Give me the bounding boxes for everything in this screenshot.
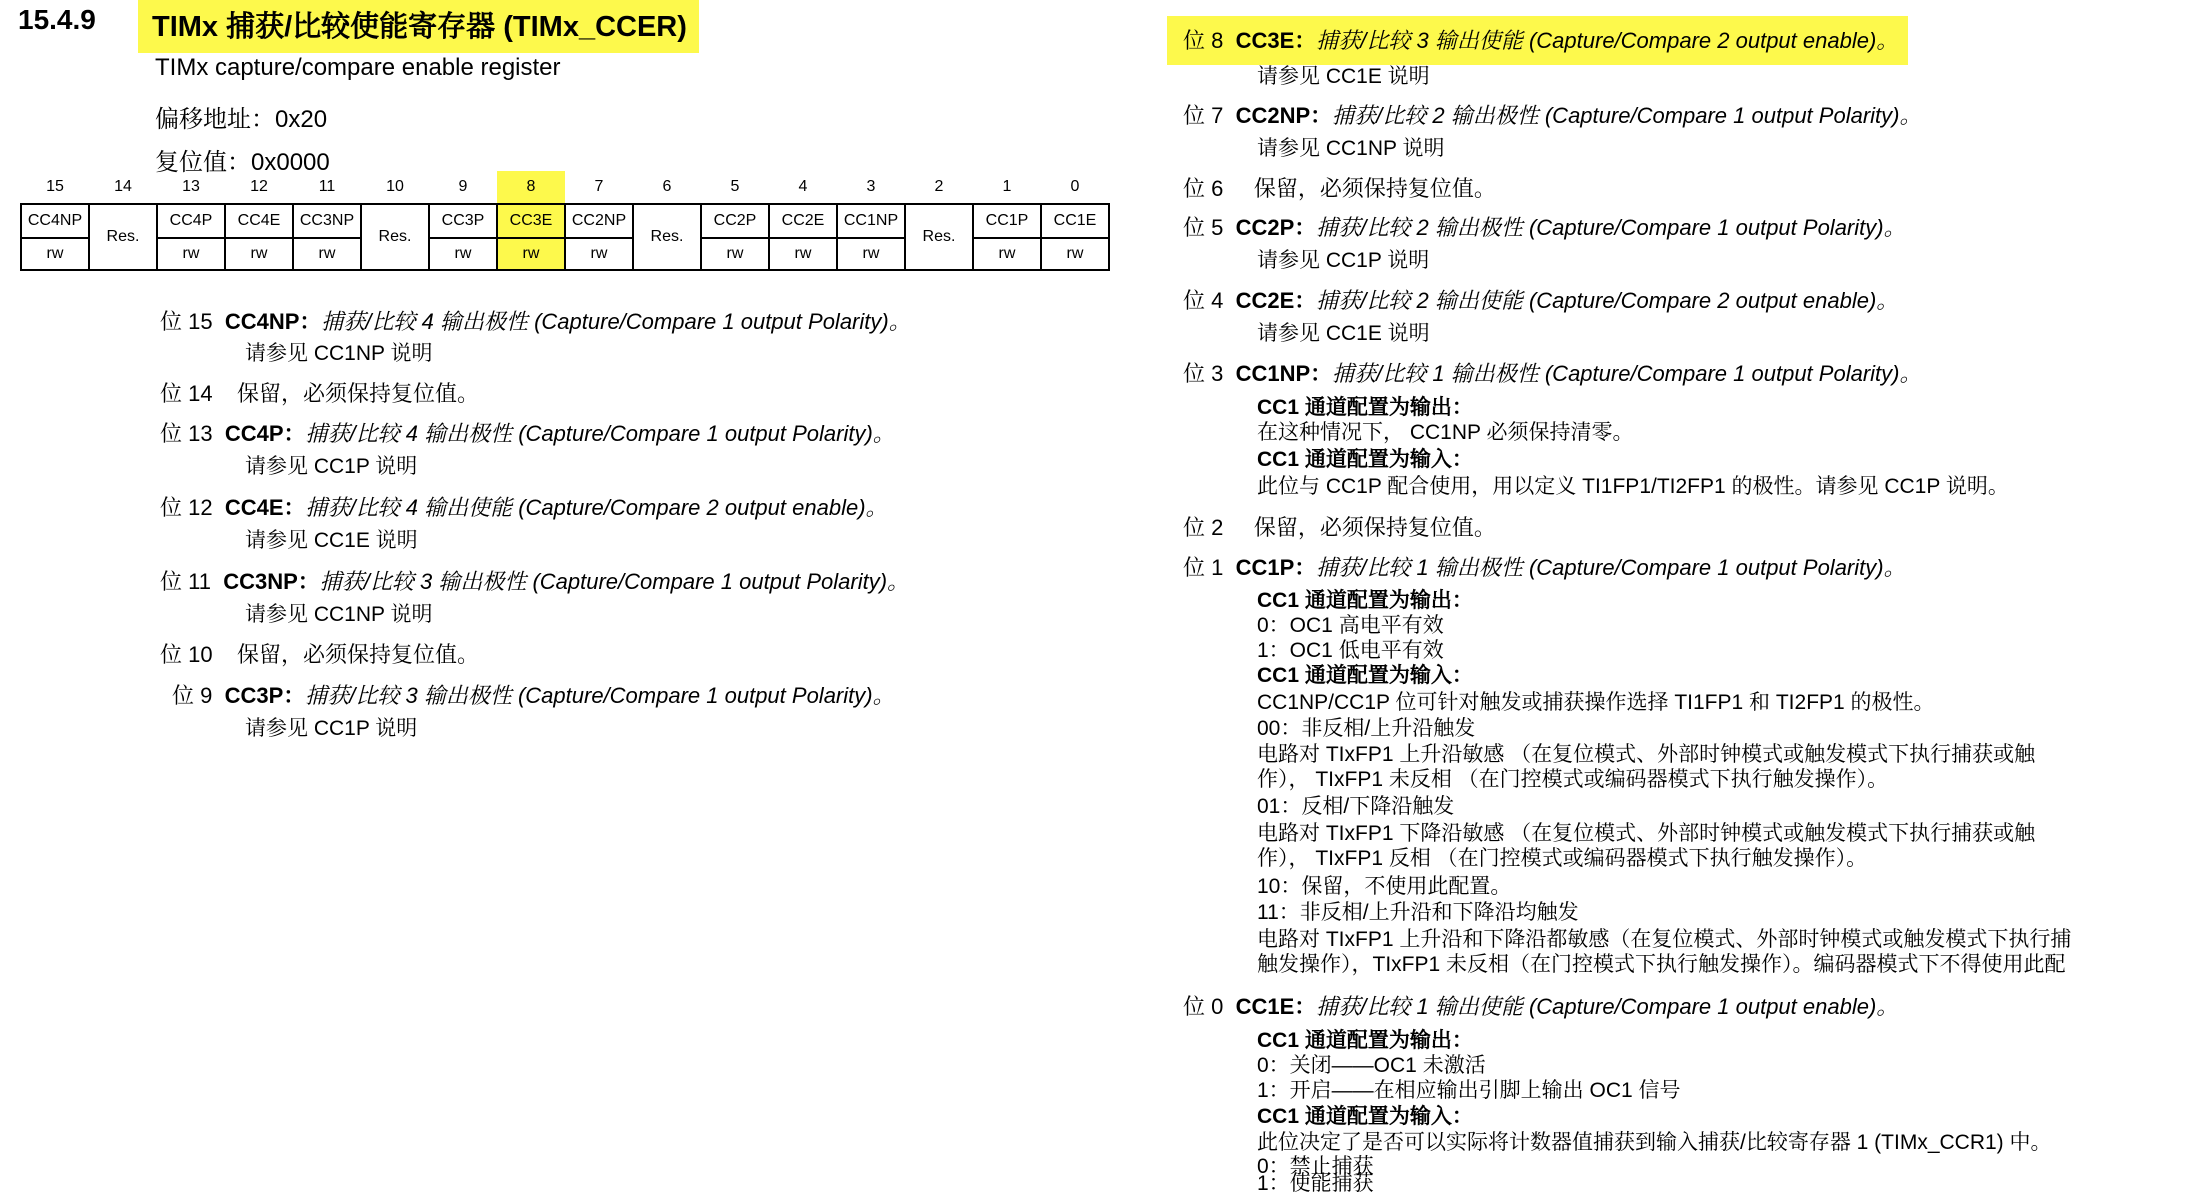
bit-number: 15 xyxy=(46,178,64,195)
bit8-ref: 请参见 CC1E 说明 xyxy=(1257,65,1430,88)
field-name: CC3NP： xyxy=(223,569,320,594)
bit9-desc xyxy=(172,679,895,710)
bit-position: 位 13 xyxy=(160,421,213,446)
bit3-line: 此位与 CC1P 配合使用，用以定义 TI1FP1/TI2FP1 的极性。请参见 CC1P 说明。 xyxy=(1257,475,2009,498)
bit12-ref: 请参见 CC1E 说明 xyxy=(245,529,418,552)
field-name: CC2E： xyxy=(1235,288,1317,313)
bit-position: 位 15 xyxy=(160,309,213,334)
bit3-line: 在这种情况下， CC1NP 必须保持清零。 xyxy=(1257,421,1634,444)
bit1-line: 0：OC1 高电平有效 xyxy=(1257,614,1444,637)
bit1-line: 电路对 TIxFP1 上升沿敏感 （在复位模式、外部时钟模式或触发模式下执行捕获或触 xyxy=(1257,743,2036,766)
reserved-field: Res. xyxy=(905,204,973,270)
bit1-line: 00：非反相/上升沿触发 xyxy=(1257,717,1476,740)
bit7-desc xyxy=(1183,99,1921,130)
access-cell: rw xyxy=(769,238,837,270)
bit1-line: 作）， TIxFP1 反相 （在门控模式或编码器模式下执行触发操作）。 xyxy=(1257,847,1868,870)
register-title: TIMx 捕获/比较使能寄存器 (TIMx_CCER) xyxy=(138,0,699,53)
bit-position: 位 10 xyxy=(160,642,213,667)
bit3-line: CC1 通道配置为输入： xyxy=(1257,448,1473,471)
field-cell: CC3E xyxy=(497,204,565,238)
bit11-ref: 请参见 CC1NP 说明 xyxy=(245,603,433,626)
bit15-ref: 请参见 CC1NP 说明 xyxy=(245,342,433,365)
bit0-desc xyxy=(1183,990,1898,1021)
bit5-ref: 请参见 CC1P 说明 xyxy=(1257,249,1430,272)
bit13-desc xyxy=(160,417,895,448)
field-cell: CC1P xyxy=(973,204,1041,238)
bit1-line: 11：非反相/上升沿和下降沿均触发 xyxy=(1257,901,1579,924)
register-subtitle: TIMx capture/compare enable register xyxy=(155,54,561,81)
register-bit-table xyxy=(20,171,1110,271)
field-description: 保留，必须保持复位值。 xyxy=(1253,176,1496,201)
field-description: 保留，必须保持复位值。 xyxy=(237,642,480,667)
bit8-desc xyxy=(1167,16,1908,65)
bit4-ref: 请参见 CC1E 说明 xyxy=(1257,322,1430,345)
bit13-ref: 请参见 CC1P 说明 xyxy=(245,455,418,478)
reserved-field: Res. xyxy=(633,204,701,270)
field-description: 保留，必须保持复位值。 xyxy=(1253,515,1496,540)
bit1-line: 电路对 TIxFP1 下降沿敏感 （在复位模式、外部时钟模式或触发模式下执行捕获或触 xyxy=(1257,822,2036,845)
field-description: 捕获/比较 2 输出使能 (Capture/Compare 2 output enable)。 xyxy=(1316,288,1899,313)
bit-position: 位 0 xyxy=(1183,994,1224,1019)
field-description: 捕获/比较 2 输出极性 (Capture/Compare 1 output Polarity)。 xyxy=(1332,103,1922,128)
field-name: CC4NP： xyxy=(224,309,322,334)
bit-number: 5 xyxy=(730,178,740,195)
bit6-desc xyxy=(1183,172,1496,203)
bit9-ref: 请参见 CC1P 说明 xyxy=(245,717,418,740)
bit1-desc xyxy=(1183,551,1906,582)
access-cell: rw xyxy=(225,238,293,270)
bit-number: 7 xyxy=(594,178,604,195)
bit0-line: 0：关闭——OC1 未激活 xyxy=(1257,1054,1486,1077)
access-cell: rw xyxy=(429,238,497,270)
bit3-desc xyxy=(1183,357,1921,388)
field-description: 捕获/比较 2 输出极性 (Capture/Compare 1 output Polarity)。 xyxy=(1316,215,1906,240)
bit-number: 2 xyxy=(934,178,944,195)
offset-address: 偏移地址：0x20 xyxy=(155,106,328,133)
field-description: 捕获/比较 3 输出极性 (Capture/Compare 1 output Polarity)。 xyxy=(319,569,910,594)
bit-number: 4 xyxy=(798,178,808,195)
access-cell: rw xyxy=(837,238,905,270)
field-cell: CC3NP xyxy=(293,204,361,238)
bit15-desc xyxy=(160,305,911,336)
access-cell: rw xyxy=(293,238,361,270)
bit7-ref: 请参见 CC1NP 说明 xyxy=(1257,137,1445,160)
bit0-line: 此位决定了是否可以实际将计数器值捕获到输入捕获/比较寄存器 1 (TIMx_CCR1) 中。 xyxy=(1257,1131,2052,1154)
bit1-line: CC1 通道配置为输入： xyxy=(1257,664,1473,687)
bit0-line: CC1 通道配置为输出： xyxy=(1257,1029,1473,1052)
field-cell: CC3P xyxy=(429,204,497,238)
bit-number: 3 xyxy=(866,178,876,195)
bit-position: 位 8 xyxy=(1183,28,1224,53)
bit5-desc xyxy=(1183,211,1906,242)
field-description: 捕获/比较 3 输出极性 (Capture/Compare 1 output Polarity)。 xyxy=(305,683,895,708)
bit1-line: 01：反相/下降沿触发 xyxy=(1257,795,1455,818)
field-name: CC2P： xyxy=(1235,215,1317,240)
bit11-desc xyxy=(160,565,909,596)
bit10-desc xyxy=(160,638,479,669)
field-cell: CC2NP xyxy=(565,204,633,238)
field-name: CC1P： xyxy=(1235,555,1317,580)
bit-number: 9 xyxy=(458,178,468,195)
bit-number: 6 xyxy=(662,178,672,195)
field-description: 捕获/比较 4 输出极性 (Capture/Compare 1 output Polarity)。 xyxy=(321,309,911,334)
bit-position: 位 11 xyxy=(160,569,211,594)
bit-position: 位 9 xyxy=(172,683,213,708)
bit-position: 位 1 xyxy=(1183,555,1224,580)
bit0-line: 1：开启——在相应输出引脚上输出 OC1 信号 xyxy=(1257,1079,1681,1102)
bit3-line: CC1 通道配置为输出： xyxy=(1257,396,1473,419)
field-description: 捕获/比较 1 输出极性 (Capture/Compare 1 output Polarity)。 xyxy=(1332,361,1922,386)
field-cell: CC4E xyxy=(225,204,293,238)
reserved-field: Res. xyxy=(89,204,157,270)
bit0-line: 0：禁止捕获 xyxy=(1257,1155,1374,1178)
bit-position: 位 6 xyxy=(1183,176,1224,201)
field-description: 捕获/比较 1 输出使能 (Capture/Compare 1 output enable)。 xyxy=(1316,994,1899,1019)
field-description: 捕获/比较 4 输出极性 (Capture/Compare 1 output Polarity)。 xyxy=(305,421,895,446)
bit-number: 0 xyxy=(1070,178,1080,195)
bit-position: 位 2 xyxy=(1183,515,1224,540)
bit1-line: 1：OC1 低电平有效 xyxy=(1257,639,1444,662)
section-number: 15.4.9 xyxy=(18,4,96,35)
field-name: CC3P： xyxy=(224,683,306,708)
bit-position: 位 12 xyxy=(160,495,213,520)
field-name: CC3E： xyxy=(1235,28,1317,53)
bit0-line: CC1 通道配置为输入： xyxy=(1257,1105,1473,1128)
bit14-desc xyxy=(160,377,479,408)
bit-number: 8 xyxy=(497,171,565,204)
field-cell: CC2E xyxy=(769,204,837,238)
bit2-desc xyxy=(1183,511,1496,542)
access-cell: rw xyxy=(157,238,225,270)
reserved-field: Res. xyxy=(361,204,429,270)
bit-number: 11 xyxy=(318,178,336,195)
bit1-line: CC1NP/CC1P 位可针对触发或捕获操作选择 TI1FP1 和 TI2FP1 的极性。 xyxy=(1257,691,1935,714)
bit4-desc xyxy=(1183,284,1898,315)
access-cell: rw xyxy=(497,238,565,270)
access-cell: rw xyxy=(701,238,769,270)
field-description: 捕获/比较 1 输出极性 (Capture/Compare 1 output Polarity)。 xyxy=(1316,555,1906,580)
bit-position: 位 3 xyxy=(1183,361,1224,386)
bit1-line: CC1 通道配置为输出： xyxy=(1257,589,1473,612)
bit1-line: 作）， TIxFP1 未反相 （在门控模式或编码器模式下执行触发操作）。 xyxy=(1257,768,1889,791)
field-cell: CC1E xyxy=(1041,204,1109,238)
access-cell: rw xyxy=(1041,238,1109,270)
bit-number: 13 xyxy=(182,178,200,195)
bit1-line: 10：保留，不使用此配置。 xyxy=(1257,875,1512,898)
field-name: CC1E： xyxy=(1235,994,1317,1019)
field-cell: CC4NP xyxy=(21,204,89,238)
bit-position: 位 14 xyxy=(160,381,213,406)
bit-number: 12 xyxy=(250,178,268,195)
bit-position: 位 4 xyxy=(1183,288,1224,313)
field-name: CC1NP： xyxy=(1235,361,1333,386)
bit-position: 位 7 xyxy=(1183,103,1224,128)
bit-position: 位 5 xyxy=(1183,215,1224,240)
field-description: 捕获/比较 3 输出使能 (Capture/Compare 2 output enable)。 xyxy=(1316,28,1899,53)
bit-number: 14 xyxy=(114,178,132,195)
bit1-line: 电路对 TIxFP1 上升沿和下降沿都敏感（在复位模式、外部时钟模式或触发模式下执行捕 xyxy=(1257,928,2072,951)
field-cell: CC1NP xyxy=(837,204,905,238)
access-cell: rw xyxy=(21,238,89,270)
reset-value: 复位值：0x0000 xyxy=(155,149,330,176)
access-cell: rw xyxy=(973,238,1041,270)
bit12-desc xyxy=(160,491,888,522)
access-cell: rw xyxy=(565,238,633,270)
field-description: 捕获/比较 4 输出使能 (Capture/Compare 2 output enable)。 xyxy=(305,495,888,520)
field-name: CC4P： xyxy=(224,421,306,446)
bit0-line: 1：使能捕获 xyxy=(1257,1172,1374,1195)
bit1-line: 触发操作），TIxFP1 未反相（在门控模式下执行触发操作）。编码器模式下不得使用此配 xyxy=(1257,953,2066,976)
field-name: CC2NP： xyxy=(1235,103,1333,128)
field-name: CC4E： xyxy=(224,495,306,520)
field-cell: CC2P xyxy=(701,204,769,238)
field-cell: CC4P xyxy=(157,204,225,238)
field-description: 保留，必须保持复位值。 xyxy=(237,381,480,406)
bit-number: 1 xyxy=(1002,178,1012,195)
bit-number: 10 xyxy=(386,178,404,195)
